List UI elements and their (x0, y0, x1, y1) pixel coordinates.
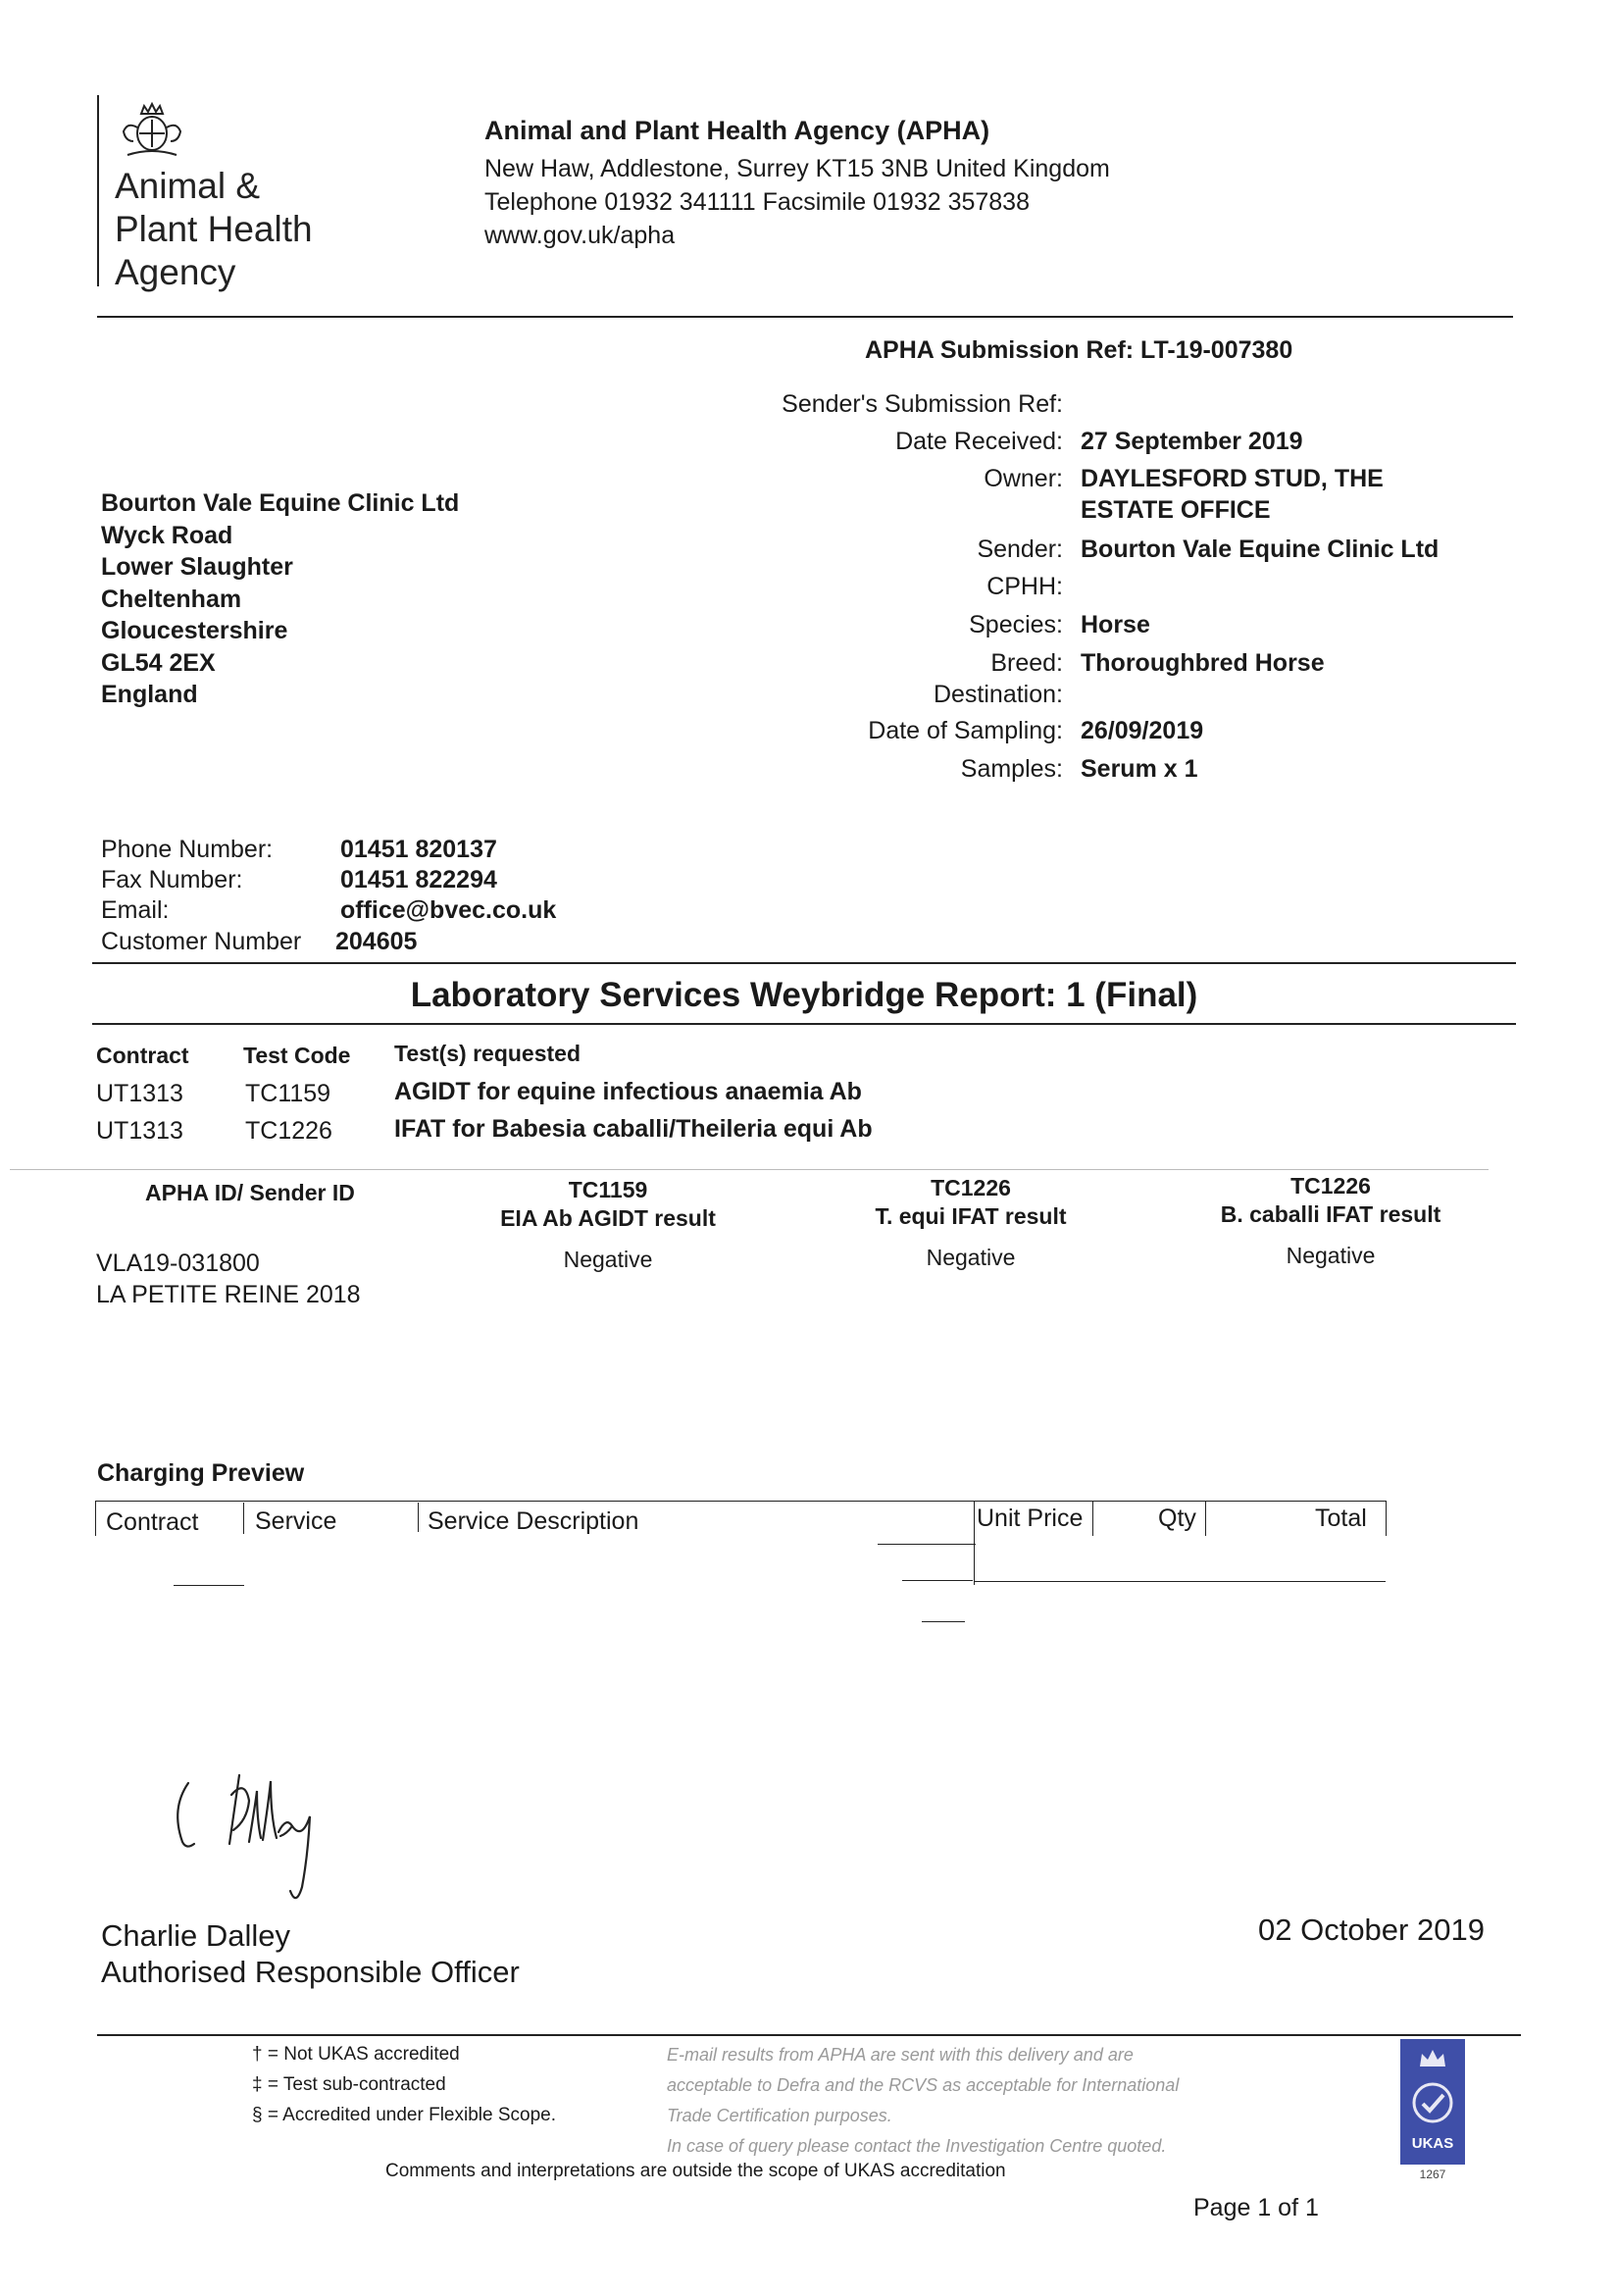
charging-sep-2 (418, 1503, 419, 1532)
result-col-3-code: TC1226 (1290, 1173, 1371, 1199)
tests-divider (10, 1169, 1489, 1170)
footer-comment: Comments and interpretations are outside the scope of UKAS accreditation (385, 2161, 1006, 2181)
charging-rule-top (95, 1501, 1386, 1502)
tests-header-code: Test Code (243, 1043, 351, 1068)
ukas-number: 1267 (1419, 2168, 1446, 2181)
signature-image (167, 1765, 333, 1913)
crown-icon (1417, 2047, 1448, 2070)
test-row-2-code: TC1226 (245, 1117, 332, 1145)
agency-website: www.gov.uk/apha (484, 222, 676, 249)
faded-line: Trade Certification purposes. (667, 2106, 892, 2125)
email-value: office@bvec.co.uk (340, 896, 557, 924)
test-row-2-contract: UT1313 (96, 1117, 183, 1145)
key-flexible-scope: § = Accredited under Flexible Scope. (252, 2105, 556, 2125)
agency-telephone: Telephone 01932 341111 Facsimile 01932 357838 (484, 188, 1030, 216)
ukas-badge-text: UKAS (1411, 2135, 1454, 2152)
date-received-value: 27 September 2019 (1081, 428, 1303, 455)
species-value: Horse (1081, 611, 1150, 638)
results-id-header: APHA ID/ Sender ID (145, 1180, 355, 1205)
logo-divider (97, 95, 99, 286)
signatory-name: Charlie Dalley (101, 1918, 290, 1953)
test-row-1-contract: UT1313 (96, 1080, 183, 1107)
tests-header-contract: Contract (96, 1043, 189, 1068)
cphh-label: CPHH: (986, 573, 1063, 600)
submission-ref: APHA Submission Ref: LT-19-007380 (865, 336, 1293, 364)
test-row-2-name: IFAT for Babesia caballi/Theileria equi Ab (394, 1115, 873, 1143)
charging-title: Charging Preview (97, 1459, 305, 1487)
samples-label: Samples: (960, 755, 1063, 783)
result-sender-id: LA PETITE REINE 2018 (96, 1281, 361, 1308)
tests-header-requested: Test(s) requested (394, 1041, 581, 1066)
faded-line: In case of query please contact the Investigation Centre quoted. (667, 2136, 1167, 2156)
sender-value: Bourton Vale Equine Clinic Ltd (1081, 536, 1440, 563)
charging-header-contract: Contract (106, 1508, 199, 1536)
charging-mark-1 (878, 1544, 976, 1545)
faded-line: acceptable to Defra and the RCVS as acceptable for International (667, 2075, 1180, 2095)
email-label: Email: (101, 896, 170, 924)
charging-mark-2 (902, 1580, 973, 1581)
owner-label: Owner: (984, 465, 1063, 492)
sender-label: Sender: (977, 536, 1063, 563)
result-col-3-name: B. caballi IFAT result (1220, 1201, 1441, 1227)
ukas-badge (1400, 2039, 1465, 2165)
report-title: Laboratory Services Weybridge Report: 1 (Final) (410, 976, 1198, 1014)
address-line: Cheltenham (101, 585, 242, 613)
customer-number-label: Customer Number (101, 928, 302, 955)
charging-sep-4 (1092, 1501, 1093, 1536)
charging-header-qty: Qty (1158, 1505, 1196, 1532)
customer-number-value: 204605 (335, 928, 418, 955)
charging-rule-bottom (974, 1581, 1386, 1582)
sender-ref-label: Sender's Submission Ref: (782, 390, 1063, 418)
key-not-accredited: † = Not UKAS accredited (252, 2044, 460, 2065)
result-col-1-code: TC1159 (568, 1177, 648, 1202)
charging-header-description: Service Description (428, 1507, 639, 1535)
charging-mark-4 (922, 1621, 965, 1622)
charging-header-total: Total (1315, 1505, 1367, 1532)
page-number: Page 1 of 1 (1193, 2194, 1319, 2221)
royal-crest-icon (116, 98, 188, 159)
destination-label: Destination: (933, 681, 1063, 708)
phone-label: Phone Number: (101, 836, 274, 863)
charging-border-right (1386, 1501, 1387, 1536)
logo-line-1: Animal & (115, 166, 261, 206)
ukas-tick-icon (1410, 2080, 1455, 2125)
result-col-1-name: EIA Ab AGIDT result (500, 1205, 716, 1231)
species-label: Species: (969, 611, 1063, 638)
logo-line-2: Plant Health (115, 209, 313, 249)
agency-name: Animal and Plant Health Agency (APHA) (484, 116, 990, 145)
owner-value: DAYLESFORD STUD, THE (1081, 465, 1384, 492)
charging-border-left (95, 1501, 96, 1536)
result-col-3-value: Negative (1286, 1243, 1376, 1268)
date-sampling-label: Date of Sampling: (868, 717, 1063, 744)
date-sampling-value: 26/09/2019 (1081, 717, 1204, 744)
phone-value: 01451 820137 (340, 836, 497, 863)
result-col-2-code: TC1226 (931, 1175, 1011, 1200)
test-row-1-name: AGIDT for equine infectious anaemia Ab (394, 1078, 862, 1105)
address-line: Wyck Road (101, 521, 233, 549)
address-line: Gloucestershire (101, 617, 288, 644)
owner-value-line-2: ESTATE OFFICE (1081, 496, 1271, 524)
agency-address: New Haw, Addlestone, Surrey KT15 3NB United Kingdom (484, 155, 1110, 182)
footer-rule (97, 2034, 1521, 2036)
samples-value: Serum x 1 (1081, 755, 1198, 783)
address-line: England (101, 681, 198, 708)
agency-block (484, 116, 1110, 250)
footer-faded-text (667, 2040, 1179, 2162)
key-sub-contracted: ‡ = Test sub-contracted (252, 2074, 446, 2095)
result-col-1-value: Negative (563, 1247, 653, 1272)
address-line: Bourton Vale Equine Clinic Ltd (101, 489, 460, 517)
result-col-2-value: Negative (926, 1245, 1016, 1270)
breed-value: Thoroughbred Horse (1081, 649, 1325, 677)
report-date: 02 October 2019 (1258, 1913, 1485, 1947)
logo-line-3: Agency (115, 252, 236, 292)
charging-sep-1 (243, 1503, 244, 1534)
footer-keys (252, 2039, 556, 2130)
report-title-rule-top (92, 962, 1516, 964)
charging-sep-3 (974, 1501, 975, 1585)
faded-line: E-mail results from APHA are sent with this delivery and are (667, 2045, 1134, 2065)
charging-sep-5 (1205, 1501, 1206, 1536)
charging-header-service: Service (255, 1507, 337, 1535)
breed-label: Breed: (990, 649, 1063, 677)
fax-label: Fax Number: (101, 866, 243, 893)
fax-value: 01451 822294 (340, 866, 497, 893)
address-block (101, 487, 459, 711)
result-col-2-name: T. equi IFAT result (875, 1203, 1067, 1229)
charging-header-unit-price: Unit Price (977, 1505, 1084, 1532)
signatory-role: Authorised Responsible Officer (101, 1955, 520, 1989)
logo-text (115, 165, 313, 294)
address-line: GL54 2EX (101, 648, 216, 677)
result-apha-id: VLA19-031800 (96, 1250, 260, 1277)
report-title-rule-bottom (92, 1023, 1516, 1025)
test-row-1-code: TC1159 (245, 1080, 331, 1107)
header-rule (97, 316, 1513, 318)
date-received-label: Date Received: (895, 428, 1063, 455)
address-line: Lower Slaughter (101, 553, 293, 581)
charging-mark-3 (174, 1585, 244, 1586)
